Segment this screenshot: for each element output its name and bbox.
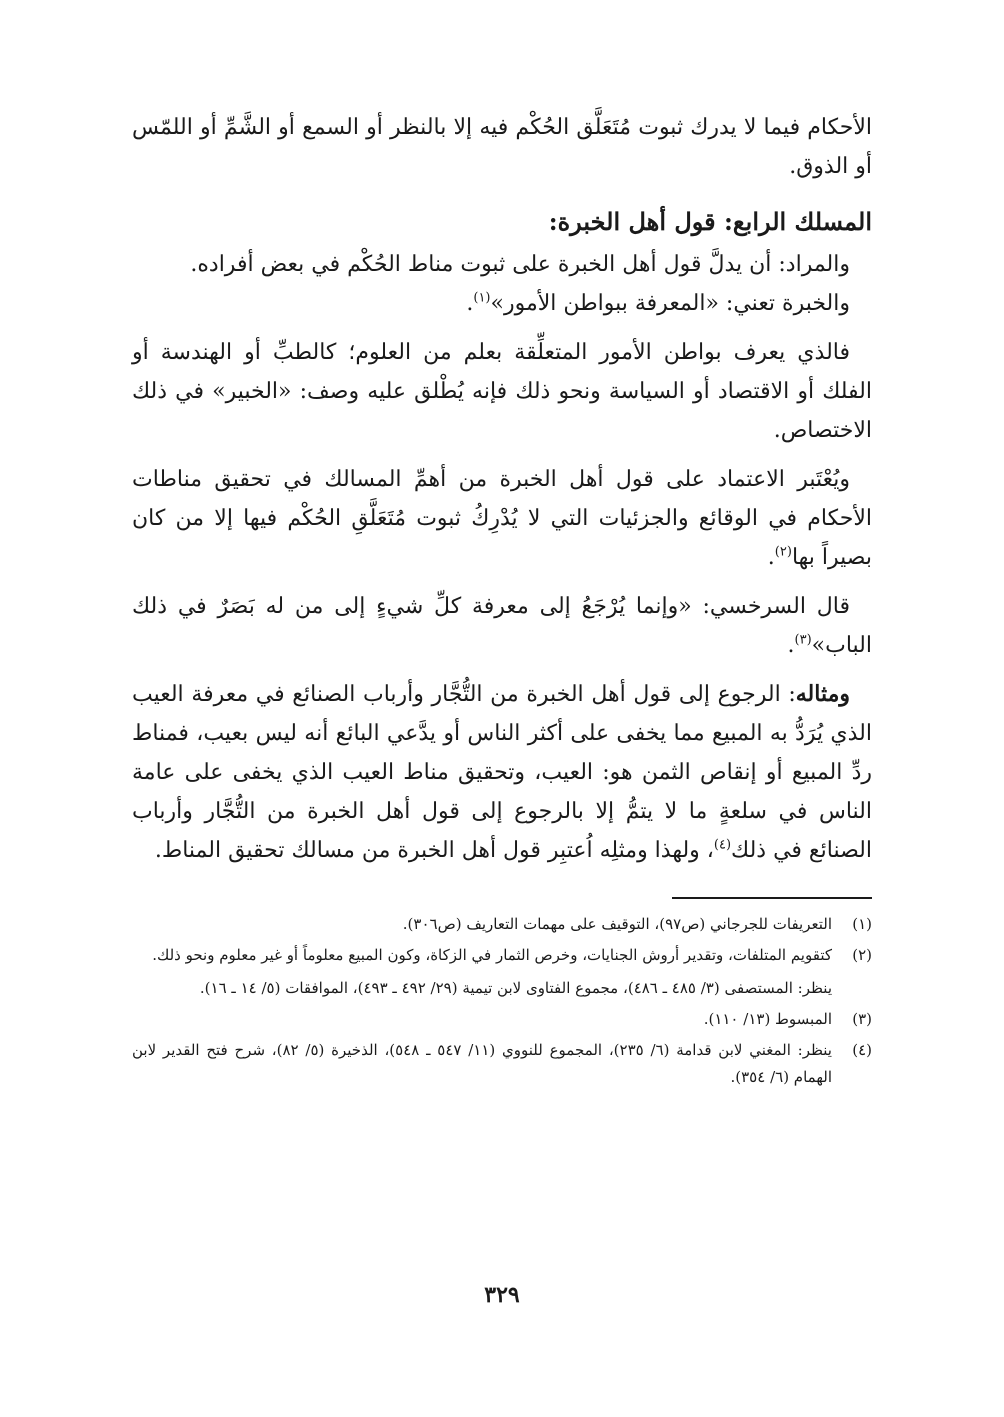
footnote-text: كتقويم المتلفات، وتقدير أروش الجنايات، وخرص الثمار في الزكاة، وكون المبيع معلوماً أو غير معلوم ونحو ذلك. <box>152 946 832 964</box>
paragraph-mithal-lead: ومثاله <box>795 681 850 707</box>
footnote-number: (٤) <box>852 1041 872 1059</box>
footnote-body <box>132 1006 832 1033</box>
paragraph-intro: الأحكام فيما لا يدرك ثبوت مُتَعَلَّق الحُكْم فيه إلا بالنظر أو السمع أو الشَّمِّ أو اللمّس أو الذوق. <box>132 115 872 179</box>
footnote-divider <box>672 897 872 899</box>
footnote-text: ينظر: المستصفى (٣/ ٤٨٥ ـ ٤٨٦)، مجموع الفتاوى لابن تيمية (٢٩/ ٤٩٢ ـ ٤٩٣)، الموافقات (٥/ ١٤ ـ ١٦). <box>199 979 832 997</box>
paragraph-khibra-end: . <box>466 291 474 316</box>
page-number: ٣٢٩ <box>484 1282 520 1308</box>
paragraph-mithal-text-b: ، ولهذا ومثلِه اُعتبِر قول أهل الخبرة من مسالك تحقيق المناط. <box>154 838 714 863</box>
footnote-item <box>132 1006 872 1033</box>
paragraph-sarakhsi-end: . <box>787 633 795 658</box>
footnote-ref-4[interactable]: (٤) <box>713 837 732 853</box>
paragraph-mithal <box>132 675 872 870</box>
book-page <box>132 108 872 1095</box>
footnote-number: (١) <box>852 915 872 933</box>
paragraph-khibra <box>132 284 872 323</box>
footnote-ref-2[interactable]: (٢) <box>774 544 792 560</box>
footnote-body <box>132 911 832 938</box>
paragraph-mithal-text-a: : الرجوع إلى قول أهل الخبرة من التُّجَّار وأرباب الصنائع في معرفة العيب الذي يُرَدُّ به المبيع مما يخفى على أكثر الناس أو يدَّعي البائع أنه ليس بعيب، فمناط ردِّ المبيع أو إنقاص الثمن هو: العيب، وتحقيق مناط العيب الذي يخفى على عامة الناس في سلعةٍ ما لا يتمُّ إلا بالرجوع إلى قول أهل الخبرة من التُّجَّار وأرباب الصنائع في ذلك <box>132 682 872 863</box>
footnote-item <box>132 1037 872 1091</box>
section-heading: المسلك الرابع: قول أهل الخبرة: <box>548 207 872 236</box>
footnote-ref-1[interactable]: (١) <box>473 290 491 306</box>
footnote-item <box>132 942 872 1002</box>
footnote-ref-3[interactable]: (٣) <box>794 632 812 648</box>
footnote-body <box>132 1037 832 1091</box>
paragraph-yutabar-text: ويُعْتَبر الاعتماد على قول أهل الخبرة من أهمِّ المسالك في تحقيق مناطات الأحكام في الوقائع والجزئيات التي لا يُدْرِكُ ثبوت مُتَعَلَّقِ الحُكْم فيها إلا من كان بصيراً بها <box>132 467 872 570</box>
paragraph-alladhi: فالذي يعرف بواطن الأمور المتعلِّقة بعلم من العلوم؛ كالطبِّ أو الهندسة أو الفلك أو الاقتصاد أو السياسة ونحو ذلك فإنه يُطْلق عليه وصف: «الخبير» في ذلك الاختصاص. <box>132 340 872 443</box>
footnotes <box>132 911 872 1091</box>
paragraph-yutabar-end: . <box>767 545 775 570</box>
paragraph-murad: والمراد: أن يدلَّ قول أهل الخبرة على ثبوت مناط الحُكْم في بعض أفراده. <box>190 252 850 277</box>
footnote-text: ينظر: المغني لابن قدامة (٦/ ٢٣٥)، المجموع للنووي (١١/ ٥٤٧ ـ ٥٤٨)، الذخيرة (٥/ ٨٢)، شرح فتح القدير لابن الهمام (٦/ ٣٥٤). <box>132 1041 832 1086</box>
paragraph-yutabar <box>132 460 872 577</box>
main-text <box>132 108 872 870</box>
footnote-number: (٣) <box>852 1010 872 1028</box>
paragraph-khibra-text: والخبرة تعني: «المعرفة ببواطن الأمور» <box>490 291 850 316</box>
paragraph-sarakhsi-text: قال السرخسي: «وإنما يُرْجَعُ إلى معرفة كلِّ شيءٍ إلى من له بَصَرٌ في ذلك الباب» <box>132 594 872 658</box>
footnote-text: التعريفات للجرجاني (ص٩٧)، التوقيف على مهمات التعاريف (ص٣٠٦). <box>402 915 832 933</box>
footnote-body <box>132 942 832 1002</box>
footnote-item <box>132 911 872 938</box>
paragraph-sarakhsi <box>132 587 872 665</box>
footnote-text: المبسوط (١٣/ ١١٠). <box>703 1010 832 1028</box>
footnote-number: (٢) <box>852 946 872 964</box>
